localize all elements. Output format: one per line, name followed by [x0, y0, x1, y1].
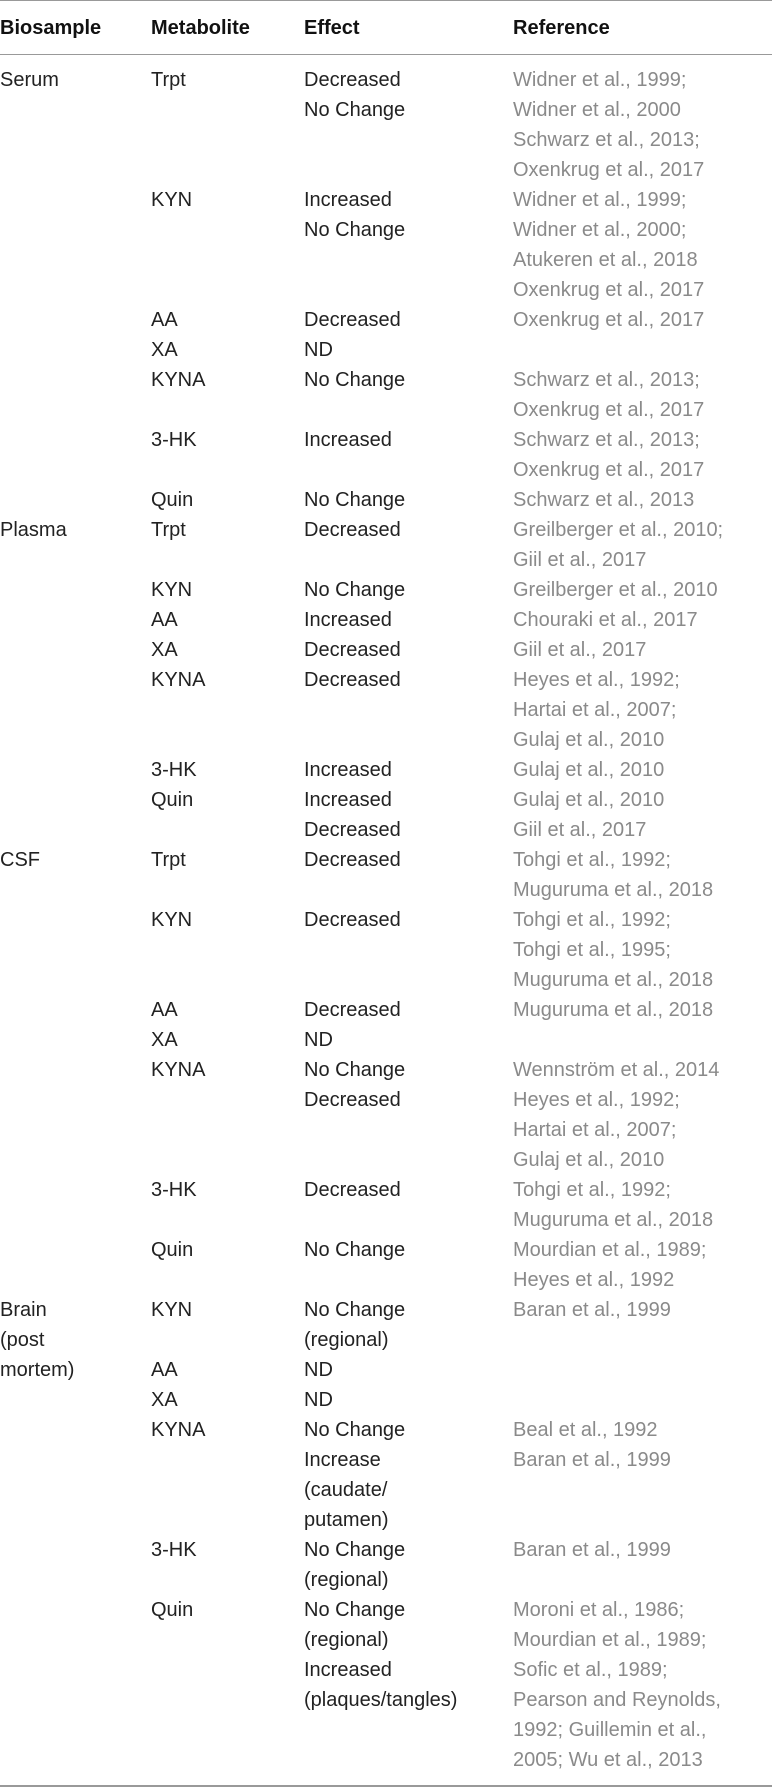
cell-reference: Widner et al., 2000; — [513, 219, 687, 241]
cell-effect: Increased — [304, 429, 392, 451]
cell-effect: No Change — [304, 369, 406, 391]
cell-effect: Decreased — [304, 309, 401, 331]
cell-effect: (regional) — [304, 1329, 389, 1351]
cell-reference: Greilberger et al., 2010; — [513, 519, 724, 541]
cell-effect: Decreased — [304, 69, 401, 91]
cell-reference: Heyes et al., 1992; — [513, 669, 680, 691]
cell-reference: Tohgi et al., 1995; — [513, 939, 671, 961]
cell-reference: Giil et al., 2017 — [513, 549, 647, 571]
cell-effect: Increased — [304, 189, 392, 211]
cell-reference: Hartai et al., 2007; — [513, 699, 677, 721]
cell-effect: putamen) — [304, 1509, 389, 1531]
cell-metabolite: Quin — [151, 789, 194, 811]
cell-reference: Chouraki et al., 2017 — [513, 609, 698, 631]
cell-reference: Schwarz et al., 2013; — [513, 369, 700, 391]
cell-reference: Giil et al., 2017 — [513, 639, 647, 661]
cell-metabolite: KYN — [151, 1299, 193, 1321]
cell-effect: ND — [304, 1029, 333, 1051]
cell-reference: Gulaj et al., 2010 — [513, 759, 665, 781]
cell-effect: No Change — [304, 489, 406, 511]
cell-metabolite: AA — [151, 999, 178, 1021]
cell-reference: Mourdian et al., 1989; — [513, 1239, 707, 1261]
cell-reference: Gulaj et al., 2010 — [513, 729, 665, 751]
cell-reference: Widner et al., 1999; — [513, 189, 687, 211]
cell-reference: Oxenkrug et al., 2017 — [513, 459, 705, 481]
cell-effect: No Change — [304, 99, 406, 121]
cell-biosample: mortem) — [0, 1359, 75, 1381]
cell-reference: Greilberger et al., 2010 — [513, 579, 718, 601]
cell-metabolite: KYNA — [151, 369, 206, 391]
cell-reference: Muguruma et al., 2018 — [513, 969, 714, 991]
cell-metabolite: 3-HK — [151, 1179, 197, 1201]
cell-effect: Increased — [304, 789, 392, 811]
cell-reference: Beal et al., 1992 — [513, 1419, 658, 1441]
cell-effect: No Change — [304, 579, 406, 601]
cell-effect: Increase — [304, 1449, 381, 1471]
cell-reference: Gulaj et al., 2010 — [513, 1149, 665, 1171]
cell-effect: (regional) — [304, 1629, 389, 1651]
cell-effect: Decreased — [304, 1089, 401, 1111]
cell-reference: Muguruma et al., 2018 — [513, 999, 714, 1021]
cell-biosample: CSF — [0, 849, 40, 871]
cell-effect: No Change — [304, 1599, 406, 1621]
cell-metabolite: Quin — [151, 1239, 194, 1261]
cell-effect: Decreased — [304, 519, 401, 541]
cell-effect: (regional) — [304, 1569, 389, 1591]
cell-reference: Muguruma et al., 2018 — [513, 1209, 714, 1231]
cell-metabolite: 3-HK — [151, 429, 197, 451]
header-effect: Effect — [304, 17, 360, 39]
cell-reference: Schwarz et al., 2013 — [513, 489, 695, 511]
cell-reference: Gulaj et al., 2010 — [513, 789, 665, 811]
cell-metabolite: Trpt — [151, 69, 186, 91]
cell-reference: Widner et al., 1999; — [513, 69, 687, 91]
cell-biosample: Brain — [0, 1299, 47, 1321]
cell-metabolite: XA — [151, 1029, 178, 1051]
cell-reference: Oxenkrug et al., 2017 — [513, 279, 705, 301]
cell-effect: ND — [304, 339, 333, 361]
cell-metabolite: Quin — [151, 1599, 194, 1621]
header-biosample: Biosample — [0, 17, 102, 39]
cell-reference: Tohgi et al., 1992; — [513, 849, 671, 871]
cell-biosample: Serum — [0, 69, 59, 91]
cell-effect: ND — [304, 1359, 333, 1381]
cell-metabolite: 3-HK — [151, 1539, 197, 1561]
cell-reference: Mourdian et al., 1989; — [513, 1629, 707, 1651]
cell-biosample: Plasma — [0, 519, 67, 541]
cell-reference: Oxenkrug et al., 2017 — [513, 159, 705, 181]
cell-metabolite: XA — [151, 639, 178, 661]
cell-metabolite: KYN — [151, 189, 193, 211]
cell-reference: Baran et al., 1999 — [513, 1449, 671, 1471]
cell-reference: Wennström et al., 2014 — [513, 1059, 720, 1081]
cell-effect: Decreased — [304, 639, 401, 661]
cell-effect: (caudate/ — [304, 1479, 388, 1501]
cell-effect: ND — [304, 1389, 333, 1411]
cell-effect: Decreased — [304, 669, 401, 691]
header-reference: Reference — [513, 17, 610, 39]
cell-metabolite: XA — [151, 339, 178, 361]
cell-metabolite: AA — [151, 1359, 178, 1381]
cell-effect: Decreased — [304, 1179, 401, 1201]
header-metabolite: Metabolite — [151, 17, 250, 39]
cell-metabolite: AA — [151, 309, 178, 331]
table-header — [0, 0, 772, 55]
cell-effect: Decreased — [304, 849, 401, 871]
cell-reference: Heyes et al., 1992 — [513, 1269, 675, 1291]
cell-effect: Decreased — [304, 999, 401, 1021]
cell-reference: Tohgi et al., 1992; — [513, 909, 671, 931]
cell-metabolite: Trpt — [151, 849, 186, 871]
cell-reference: Moroni et al., 1986; — [513, 1599, 685, 1621]
cell-reference: Giil et al., 2017 — [513, 819, 647, 841]
cell-metabolite: KYNA — [151, 1419, 206, 1441]
cell-reference: Oxenkrug et al., 2017 — [513, 309, 705, 331]
cell-effect: Decreased — [304, 909, 401, 931]
cell-effect: No Change — [304, 219, 406, 241]
cell-effect: No Change — [304, 1419, 406, 1441]
cell-metabolite: KYNA — [151, 1059, 206, 1081]
cell-reference: Schwarz et al., 2013; — [513, 429, 700, 451]
cell-reference: Sofic et al., 1989; — [513, 1659, 668, 1681]
cell-effect: Increased — [304, 1659, 392, 1681]
cell-reference: Baran et al., 1999 — [513, 1539, 671, 1561]
cell-metabolite: XA — [151, 1389, 178, 1411]
cell-metabolite: Trpt — [151, 519, 186, 541]
cell-reference: Tohgi et al., 1992; — [513, 1179, 671, 1201]
cell-reference: Atukeren et al., 2018 — [513, 249, 698, 271]
cell-effect: (plaques/tangles) — [304, 1689, 458, 1711]
cell-reference: Pearson and Reynolds, — [513, 1689, 721, 1711]
cell-reference: Widner et al., 2000 — [513, 99, 681, 121]
cell-effect: Increased — [304, 759, 392, 781]
cell-metabolite: KYN — [151, 579, 193, 601]
cell-reference: 2005; Wu et al., 2013 — [513, 1749, 703, 1771]
cell-reference: Baran et al., 1999 — [513, 1299, 671, 1321]
cell-metabolite: Quin — [151, 489, 194, 511]
cell-reference: Hartai et al., 2007; — [513, 1119, 677, 1141]
cell-biosample: (post — [0, 1329, 45, 1351]
table-body — [0, 55, 772, 1787]
cell-metabolite: KYNA — [151, 669, 206, 691]
cell-effect: No Change — [304, 1059, 406, 1081]
cell-metabolite: AA — [151, 609, 178, 631]
cell-reference: Oxenkrug et al., 2017 — [513, 399, 705, 421]
cell-effect: Decreased — [304, 819, 401, 841]
cell-metabolite: KYN — [151, 909, 193, 931]
cell-effect: Increased — [304, 609, 392, 631]
cell-effect: No Change — [304, 1539, 406, 1561]
cell-reference: Heyes et al., 1992; — [513, 1089, 680, 1111]
cell-reference: Schwarz et al., 2013; — [513, 129, 700, 151]
cell-effect: No Change — [304, 1239, 406, 1261]
cell-reference: 1992; Guillemin et al., — [513, 1719, 707, 1741]
cell-metabolite: 3-HK — [151, 759, 197, 781]
cell-reference: Muguruma et al., 2018 — [513, 879, 714, 901]
cell-effect: No Change — [304, 1299, 406, 1321]
